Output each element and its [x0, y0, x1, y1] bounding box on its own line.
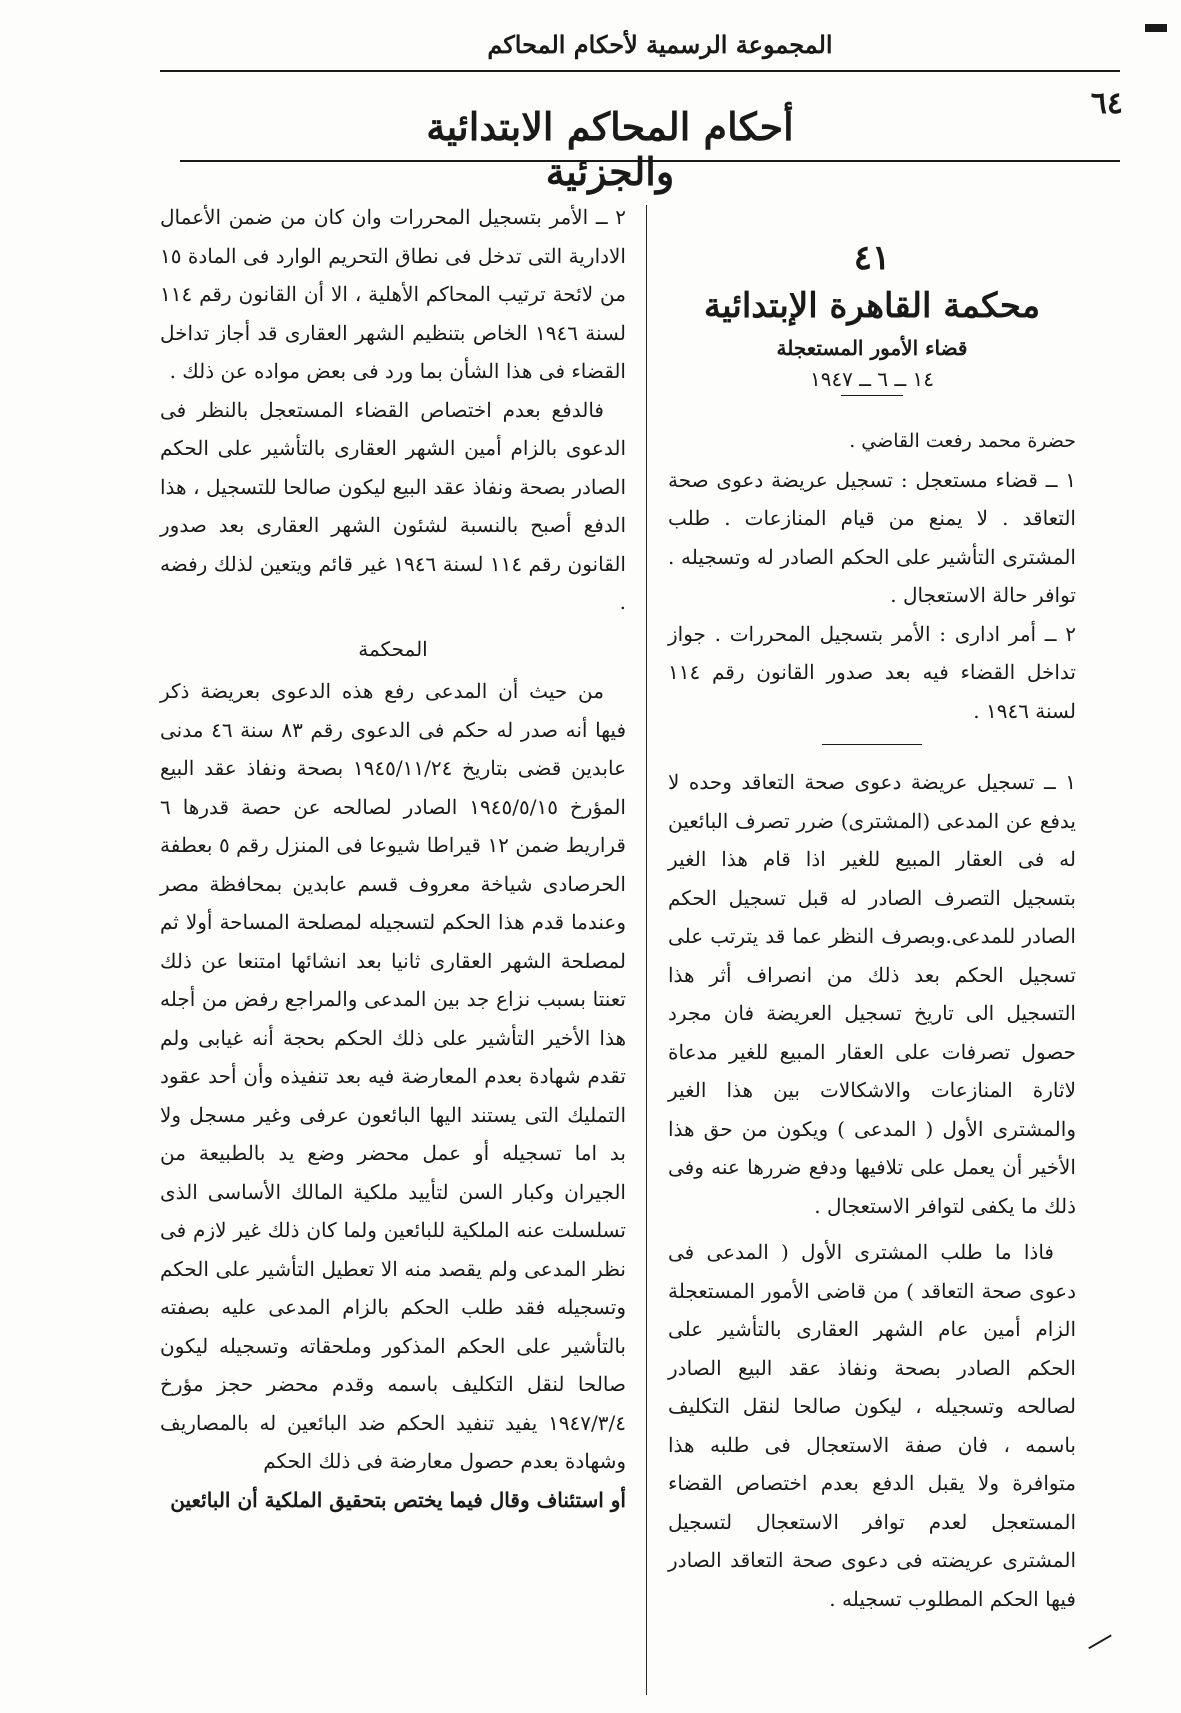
- judge-name: حضرة محمد رفعت القاضي .: [849, 430, 1076, 452]
- left-column: [160, 198, 626, 1519]
- judgment-text: من حيث أن المدعى رفع هذه الدعوى بعريضة ذكر فيها أنه صدر له حكم فى الدعوى رقم ٨٣ سنة ٤٦ مدنى عابدين قضى بتاريخ ١٩٤٥/١١/٢٤ بصحة ونفاذ عقد البيع المؤرخ ١٩٤٥/٥/١٥ الصادر لصالحه عن حصة قدرها ٦ قراريط ضمن ١٢ قيراطا شيوعا فى المنزل رقم ٥ بعطفة الحرصادى شياخة معروف قسم عابدين بمحافظة مصر وعندما قدم هذا الحكم لتسجيله لمصلحة المساحة أولا ثم لمصلحة الشهر العقارى ثانيا بعد انشائها امتنعا عن ذلك تعنتا بسبب نزاع جد بين المدعى والمراجع رفض من أجله هذا الأخير التأشير على ذلك الحكم بحجة أنه غيابى ولم تقدم شهادة بعدم المعارضة فيه بعد تنفيذه وأن أحد عقود التمليك التى يستند اليها البائعون عرفى وغير مسجل ولا بد اما تسجيله أو عمل محضر وضع يد بالطبيعة من الجيران وكبار السن لتأييد ملكية المالك الأساسى الذى تسلسلت عنه الملكية للبائعين ولما كان ذلك غير لازم فى نظر المدعى ولم يقصد منه الا تعطيل التأشير على الحكم وتسجيله فقد طلب الحكم بالزام المدعى عليه بصفته بالتأشير على الحكم المذكور وملحقاته وتسجيله ليكون صالحا لنقل التكليف باسمه وقدم محضر حجز مؤرخ ١٩٤٧/٣/٤ يفيد تنفيد الحكم ضد البائعين له بالمصاريف وشهادة بعدم حصول معارضة فى ذلك الحكم: [160, 679, 627, 1473]
- title-rule: [180, 160, 1120, 162]
- page-number: ٦٤: [1090, 86, 1123, 121]
- scan-corner-mark: [1145, 24, 1167, 32]
- headnote-rule: [822, 744, 922, 745]
- principle-2-continuation: فالدفع بعدم اختصاص القضاء المستعجل بالنظر فى الدعوى بالزام أمين الشهر العقارى بالتأشير على الحكم الصادر بصحة ونفاذ عقد البيع ليكون صالحا للتسجيل ، هذا الدفع أصبح بالنسبة لشئون الشهر العقارى بعد صدور القانون رقم ١١٤ لسنة ١٩٤٦ غير قائم ويتعين لذلك رفضه .: [160, 397, 626, 614]
- court-name: محكمة القاهرة الإبتدائية: [703, 286, 1041, 326]
- right-column: [668, 215, 1076, 1618]
- case-date: ١٤ ــ ٦ ــ ١٩٤٧: [809, 367, 935, 391]
- court-heading: المحكمة: [358, 636, 428, 661]
- headnote-2: ٢ ــ أمر ادارى : الأمر بتسجيل المحررات . جواز تداخل القضاء فيه بعد صدور القانون رقم ١١٤ لسنة ١٩٤٦ .: [668, 621, 1076, 723]
- running-head: المجموعة الرسمية لأحكام المحاكم: [487, 30, 833, 59]
- judgment-last-line: أو استئناف وقال فيما يختص بتحقيق الملكية أن البائعين: [170, 1487, 626, 1512]
- case-number: ٤١: [853, 238, 891, 278]
- header-rule: [160, 70, 1120, 72]
- section-title: أحكام المحاكم الابتدائية والجزئية: [426, 104, 794, 194]
- principle-1-continuation: فاذا ما طلب المشترى الأول ( المدعى فى دعوى صحة التعاقد ) من قاضى الأمور المستعجلة الزام أمين عام الشهر العقارى بالتأشير على الحكم الصادر بصحة ونفاذ عقد البيع الصادر لصالحه وتسجيله ، ليكون صالحا لنقل التكليف باسمه ، فان صفة الاستعجال فى طلبه هذا متوافرة ولا يقبل الدفع بعدم اختصاص القضاء المستعجل لعدم توافر الاستعجال لتسجيل المشترى عريضته فى دعوى صحة التعاقد الصادر فيها الحكم المطلوب تسجيله .: [668, 1240, 1076, 1611]
- scan-stroke-mark: [1088, 1634, 1118, 1659]
- column-divider: [646, 205, 647, 1695]
- date-rule: [841, 395, 903, 396]
- principle-2: ٢ ــ الأمر بتسجيل المحررات وان كان من ضمن الأعمال الادارية التى تدخل فى نطاق التحريم الوارد فى المادة ١٥ من لائحة ترتيب المحاكم الأهلية ، الا أن القانون رقم ١١٤ لسنة ١٩٤٦ الخاص بتنظيم الشهر العقارى قد أجاز تداخل القضاء فى هذا الشأن بما ورد فى بعض مواده عن ذلك .: [160, 205, 626, 383]
- principle-1: ١ ــ تسجيل عريضة دعوى صحة التعاقد وحده لا يدفع عن المدعى (المشترى) ضرر تصرف البائعين له فى العقار المبيع للغير اذا قام هذا الغير بتسجيل التصرف الصادر له قبل تسجيل الحكم الصادر للمدعى.وبصرف النظر عما قد يترتب على تسجيل الحكم بعد ذلك من انصراف أثر هذا التسجيل الى تاريخ تسجيل العريضة فان مجرد حصول تصرفات على العقار المبيع للغير مدعاة لاثارة المنازعات والاشكالات بين هذا الغير والمشترى الأول ( المدعى ) ويكون من حق هذا الأخير أن يعمل على تلافيها ودفع ضررها عنه وفى ذلك ما يكفى لتوافر الاستعجال .: [668, 770, 1076, 1218]
- court-department: قضاء الأمور المستعجلة: [776, 336, 968, 360]
- headnote-1: ١ ــ قضاء مستعجل : تسجيل عريضة دعوى صحة التعاقد . لا يمنع من قيام المنازعات . طلب المشترى التأشير على الحكم الصادر له وتسجيله . توافر حالة الاستعجال .: [668, 467, 1076, 607]
